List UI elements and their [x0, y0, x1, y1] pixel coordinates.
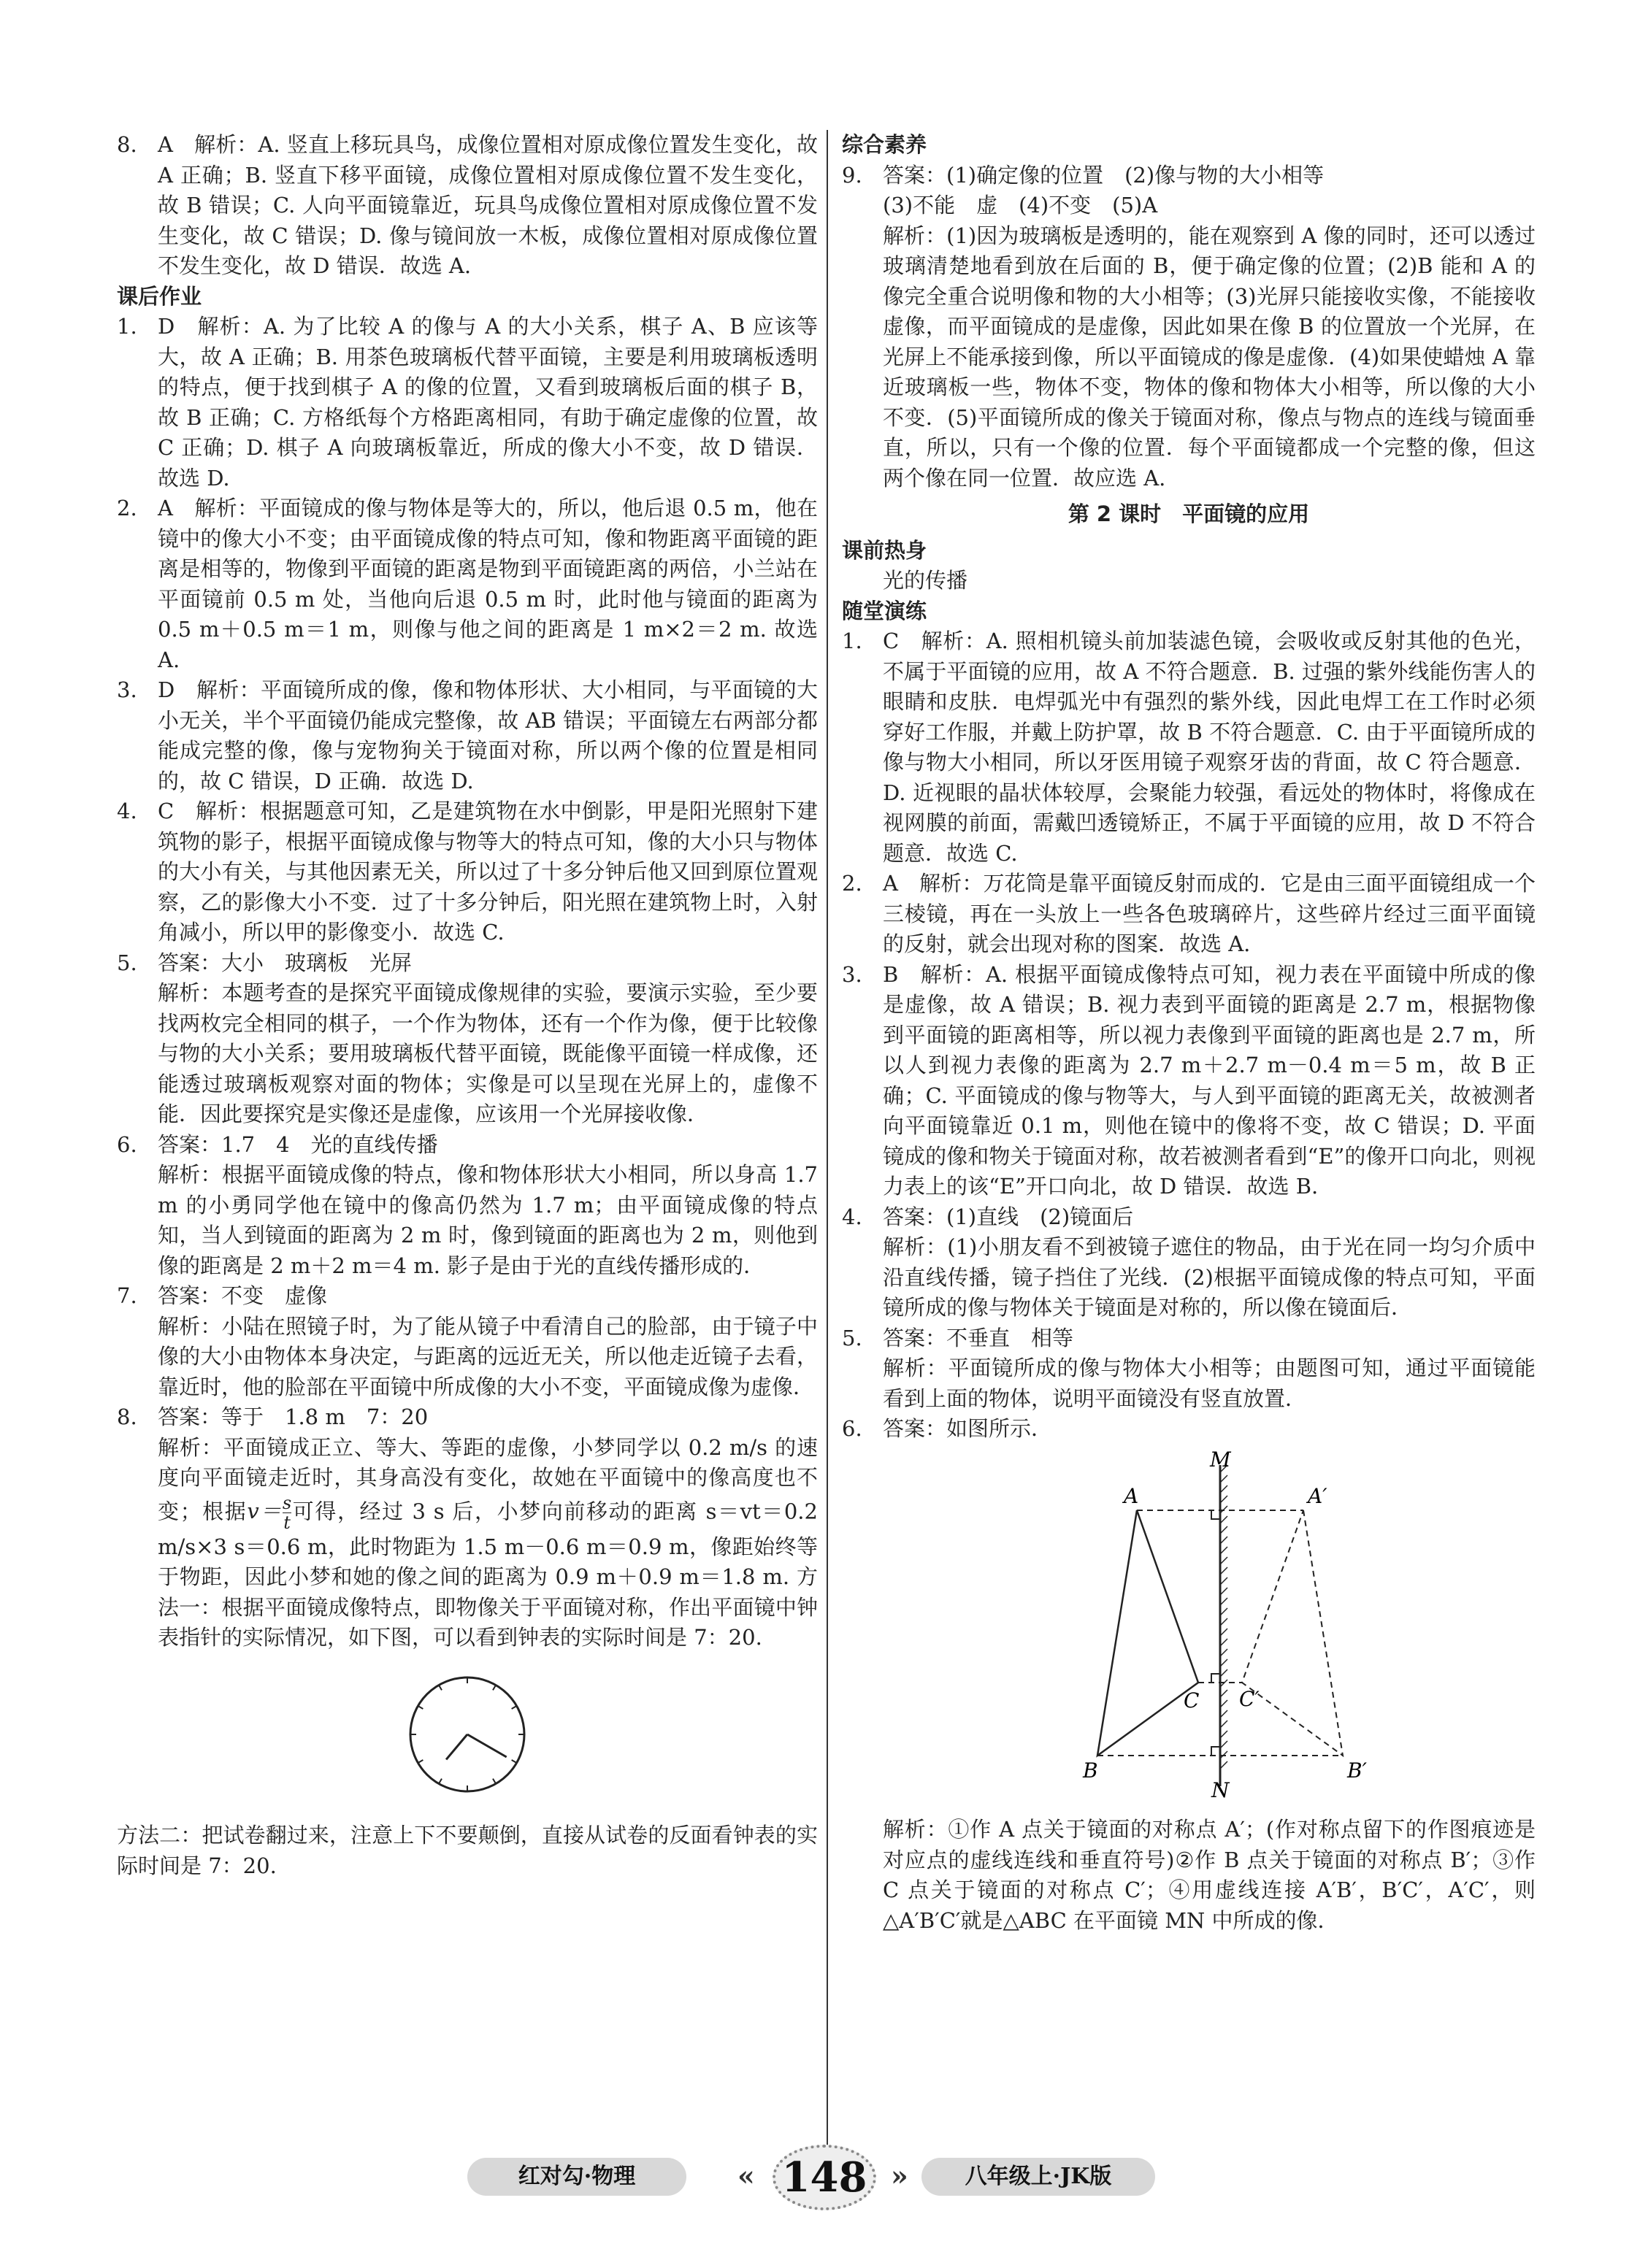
mirror-diagram-svg	[1080, 1450, 1401, 1801]
footer-book-title: 红对勾·物理	[467, 2158, 686, 2196]
label-B-prime: B′	[1347, 1758, 1367, 1783]
mirror-diagram	[1080, 1450, 1536, 1810]
clock-tick	[439, 1685, 442, 1690]
practice-6: 6. 答案：如图所示． M N A B C A′ B′ C′ 解析：①作 A 点关于镜面的对称点 A′；(作对称点留下的作图痕迹是对应点的虚线连线和垂直符号)②作 B 点关于镜面的对称点 B′；③作 C 点关于镜面的对称点 C′；④用虚线连接 A′B′，B′C′，A′C′，则△A′B′C′就是△ABC 在平面镜 MN 中所成的像．	[842, 1416, 1536, 1933]
question-3: 3. D 解析：平面镜所成的像，像和物体形状、大小相同，与平面镜的大小无关，半个平面镜仍能成完整像，故 AB 错误；平面镜左右两部分都能成完整的像，像与宠物狗关于镜面对称，所以两个像的位置是相同的，故 C 错误，D 正确．故选 D.	[117, 677, 818, 793]
clock-tick	[512, 1760, 517, 1763]
section-heading: 课前热身	[842, 537, 927, 563]
question-5: 5. 答案：大小 玻璃板 光屏 解析：本题考查的是探究平面镜成像规律的实验，要演示实验，至少要找两枚完全相同的棋子，一个作为物体，还有一个作为像，便于比较像与物的大小关系；要用玻璃板代替平面镜，既能像平面镜一样成像，还能透过玻璃板观察对面的物体；实像是可以呈现在光屏上的，虚像不能．因此要探究是实像还是虚像，应该用一个光屏接收像．	[117, 950, 818, 1126]
left-column	[117, 130, 818, 1881]
label-C-prime: C′	[1239, 1686, 1260, 1711]
hour-hand	[446, 1734, 467, 1759]
clock-tick	[439, 1778, 442, 1783]
right-angle-c	[1211, 1674, 1220, 1683]
clock-tick	[493, 1778, 496, 1783]
section-heading: 综合素养	[842, 132, 927, 157]
column-divider	[827, 130, 828, 2174]
lesson-title: 第 2 课时 平面镜的应用	[1068, 501, 1310, 526]
label-N: N	[1211, 1777, 1230, 1801]
practice-5: 5. 答案：不垂直 相等 解析：平面镜所成的像与物体大小相等；由题图可知，通过平面镜能看到上面的物体，说明平面镜没有竖直放置．	[842, 1325, 1536, 1411]
practice-1: 1. C 解析：A. 照相机镜头前加装滤色镜，会吸收或反射其他的色光，不属于平面镜的应用，故 A 不符合题意．B. 过强的紫外线能伤害人的眼睛和皮肤．电焊弧光中有强烈的紫外线，因此电焊工在工作时必须穿好工作服，并戴上防护罩，故 B 不符合题意．C. 由于平面镜所成的像与物大小相同，所以牙医用镜子观察牙齿的背面，故 C 符合题意．D. 近视眼的晶状体较厚，会聚能力较强，看远处的物体时，将像成在视网膜的前面，需戴凹透镜矫正，不属于平面镜的应用，故 D 不符合题意．故选 C.	[842, 628, 1536, 866]
label-A-prime: A′	[1308, 1483, 1327, 1508]
clock-tick	[418, 1706, 423, 1709]
footer-grade: 八年级上·JK版	[921, 2158, 1155, 2196]
right-column	[842, 130, 1536, 1936]
question-4: 4. C 解析：根据题意可知，乙是建筑物在水中倒影，甲是阳光照射下建筑物的影子，根据平面镜成像与物等大的特点可知，像的大小只与物体的大小有关，与其他因素无关，所以过了十多分钟后他又回到原位置观察，乙的影像大小不变．过了十多分钟后，阳光照在建筑物上时，入射角减小，所以甲的影像变小．故选 C.	[117, 799, 818, 945]
warmup-answer: 光的传播	[883, 568, 968, 593]
formula: v＝ $\frac{s}{t}$	[247, 1492, 292, 1533]
section-heading: 随堂演练	[842, 598, 927, 623]
clock-figure	[117, 1672, 818, 1805]
practice-4: 4. 答案：(1)直线 (2)镜面后 解析：(1)小朋友看不到被镜子遮住的物品，由于光在同一均匀介质中沿直线传播，镜子挡住了光线．(2)根据平面镜成像的特点可知，平面镜所成的像与物体关于镜面是对称的，所以像在镜面后．	[842, 1204, 1536, 1320]
label-M: M	[1210, 1450, 1231, 1472]
question-8a: 8. A 解析：A. 竖直上移玩具鸟，成像位置相对原成像位置发生变化，故 A 正确；B. 竖直下移平面镜，成像位置相对原成像位置不发生变化，故 B 错误；C. 人向平面镜靠近，玩具鸟成像位置相对原成像位置不发生变化，故 C 错误；D. 像与镜间放一木板，成像位置相对原成像位置不发生变化，故 D 错误．故选 A.	[117, 132, 818, 278]
question-1: 1. D 解析：A. 为了比较 A 的像与 A 的大小关系，棋子 A、B 应该等大，故 A 正确；B. 用茶色玻璃板代替平面镜，主要是利用玻璃板透明的特点，便于找到棋子 A 的像的位置，又看到玻璃板后面的棋子 B，故 B 正确；C. 方格纸每个方格距离相同，有助于确定虚像的位置，故 C 正确；D. 棋子 A 向玻璃板靠近，所成的像大小不变，故 D 错误．故选 D.	[117, 314, 818, 491]
right-angle-b	[1211, 1747, 1220, 1756]
label-C: C	[1184, 1688, 1200, 1712]
question-6: 6. 答案：1.7 4 光的直线传播 解析：根据平面镜成像的特点，像和物体形状大小相同，所以身高 1.7 m 的小勇同学他在镜中的像高仍然为 1.7 m；由平面镜成像的特点知，当人到镜面的距离为 2 m 时，像到镜面的距离也为 2 m，则他到像的距离是 2 m＋2 m＝4 m. 影子是由于光的直线传播形成的．	[117, 1131, 818, 1278]
page-footer	[0, 2145, 1648, 2210]
practice-3: 3. B 解析：A. 根据平面镜成像特点可知，视力表在平面镜中所成的像是虚像，故 A 错误；B. 视力表到平面镜的距离是 2.7 m，根据物像到平面镜的距离相等，所以视力表像到平面镜的距离也是 2.7 m，所以人到视力表像的距离为 2.7 m＋2.7 m－0.4 m＝5 m，故 B 正确；C. 平面镜成的像与物等大，与人到平面镜的距离无关，故被测者向平面镜靠近 0.1 m，则他在镜中的像将不变，故 C 错误；D. 平面镜成的像和物关于镜面对称，故若被测者看到“E”的像开口向北，则视力表上的该“E”开口向北，故 D 错误．故选 B.	[842, 961, 1536, 1199]
clock-svg	[405, 1672, 529, 1796]
question-8b: 8. 答案：等于 1.8 m 7：20 解析：平面镜成正立、等大、等距的虚像，小梦同学以 0.2 m/s 的速度向平面镜走近时，其身高没有变化，故她在平面镜中的像高度也不变；根据v＝ $\frac{s}{t}$ 可得，经过 3 s 后，小梦向前移动的距离 s＝vt＝0.2 m/s×3 s＝0.6 m，此时物距为 1.5 m－0.6 m＝0.9 m，像距始终等于物距，因此小梦和她的像之间的距离为 0.9 m＋0.9 m＝1.8 m. 方法一：根据平面镜成像特点，即物像关于平面镜对称，作出平面镜中钟表指针的实际情况，如下图，可以看到钟表的实际时间是 7：20. 方法二：把试卷翻过来，注意上下不要颠倒，直接从试卷的反面看钟表的实际时间是 7：20.	[117, 1404, 818, 1878]
question-9: 9. 答案：(1)确定像的位置 (2)像与物的大小相等 (3)不能 虚 (4)不变 (5)A 解析：(1)因为玻璃板是透明的，能在观察到 A 像的同时，还可以透过玻璃清楚地看到放在后面的 B，便于确定像的位置；(2)B 能和 A 的像完全重合说明像和物的大小相等；(3)光屏只能接收实像，不能接收虚像，而平面镜成的是虚像，因此如果在像 B 的位置放一个光屏，在光屏上不能承接到像，所以平面镜成的像是虚像．(4)如果使蜡烛 A 靠近玻璃板一些，物体不变，物体的像和物体大小相等，所以像的大小不变．(5)平面镜所成的像关于镜面对称，像点与物点的连线与镜面垂直，所以，只有一个像的位置．每个平面镜都成一个完整的像，但这两个像在同一位置．故应选 A.	[842, 162, 1536, 491]
practice-2: 2. A 解析：万花筒是靠平面镜反射而成的．它是由三面平面镜组成一个三棱镜，再在一头放上一些各色玻璃碎片，这些碎片经过三面平面镜的反射，就会出现对称的图案．故选 A.	[842, 871, 1536, 956]
triangle-abc	[1097, 1510, 1198, 1756]
question-2: 2. A 解析：平面镜成的像与物体是等大的，所以，他后退 0.5 m，他在镜中的像大小不变；由平面镜成像的特点可知，像和物距离平面镜的距离是相等的，物像到平面镜的距离是物到平面镜距离的两倍，小兰站在平面镜前 0.5 m 处，当他向后退 0.5 m 时，此时他与镜面的距离为 0.5 m＋0.5 m＝1 m，则像与他之间的距离是 1 m×2＝2 m. 故选 A.	[117, 496, 818, 672]
section-heading: 课后作业	[117, 283, 202, 309]
clock-tick	[512, 1706, 517, 1709]
question-7: 7. 答案：不变 虚像 解析：小陆在照镜子时，为了能从镜子中看清自己的脸部，由于镜子中像的大小由物体本身决定，与距离的远近无关，所以他走近镜子去看，靠近时，他的脸部在平面镜中所成像的大小不变，平面镜成像为虚像．	[117, 1283, 818, 1399]
triangle-image	[1242, 1510, 1343, 1756]
label-A: A	[1124, 1483, 1139, 1508]
clock-tick	[493, 1685, 496, 1690]
label-B: B	[1083, 1758, 1098, 1783]
footer-arrow-left: «	[737, 2159, 755, 2192]
page-number: 148	[773, 2145, 876, 2210]
footer-arrow-right: »	[891, 2159, 908, 2192]
clock-tick	[418, 1760, 423, 1763]
minute-hand	[467, 1734, 507, 1757]
right-angle-a	[1211, 1510, 1220, 1519]
